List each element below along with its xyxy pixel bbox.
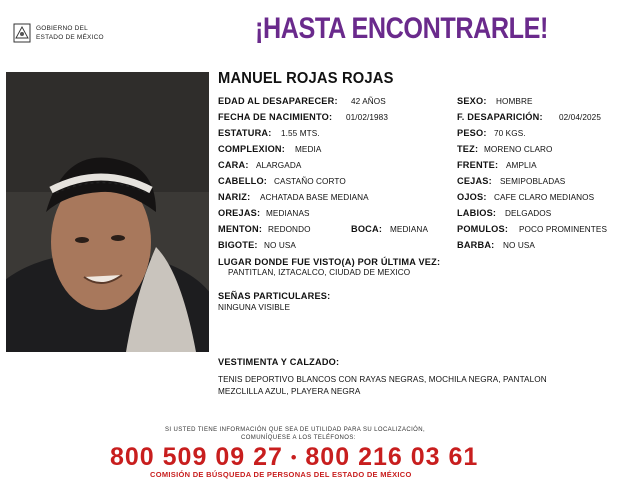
info-line-1: SI USTED TIENE INFORMACIÓN QUE SEA DE UTILIDAD PARA SU LOCALIZACIÓN, [165, 427, 426, 433]
government-logo [12, 20, 112, 48]
complexion-value: MEDIA [295, 145, 322, 154]
tez-value: MORENO CLARO [484, 145, 553, 154]
headline: ¡HASTA ENCONTRARLE! [255, 12, 549, 45]
cara-label: CARA: [218, 160, 249, 170]
bigote-value: NO USA [264, 241, 296, 250]
orejas-label: OREJAS: [218, 208, 261, 218]
commission-name: COMISIÓN DE BÚSQUEDA DE PERSONAS DEL ESTADO DE MÉXICO [150, 470, 412, 479]
menton-value: REDONDO [268, 225, 311, 234]
nariz-value: ACHATADA BASE MEDIANA [260, 193, 369, 202]
cejas-label: CEJAS: [457, 176, 492, 186]
desaparicion-value: 02/04/2025 [559, 113, 601, 122]
portrait-illustration [6, 72, 209, 352]
info-line-2: COMUNÍQUESE A LOS TELÉFONOS: [241, 435, 356, 441]
boca-value: MEDIANA [390, 225, 429, 234]
frente-label: FRENTE: [457, 160, 499, 170]
nacimiento-value: 01/02/1983 [346, 113, 388, 122]
senas-value: NINGUNA VISIBLE [218, 303, 291, 312]
sexo-label: SEXO: [457, 96, 487, 106]
phone-numbers [110, 443, 478, 472]
barba-value: NO USA [503, 241, 535, 250]
menton-label: MENTON: [218, 224, 263, 234]
estatura-value: 1.55 MTS. [281, 129, 320, 138]
cara-value: ALARGADA [256, 161, 302, 170]
pomulos-value: POCO PROMINENTES [519, 225, 608, 234]
nariz-label: NARIZ: [218, 192, 251, 202]
peso-value: 70 KGS. [494, 129, 526, 138]
lugar-label: LUGAR DONDE FUE VISTO(A) POR ÚLTIMA VEZ: [218, 257, 441, 267]
pomulos-label: POMULOS: [457, 224, 509, 234]
labios-label: LABIOS: [457, 208, 497, 218]
bigote-label: BIGOTE: [218, 240, 258, 250]
ojos-label: OJOS: [457, 192, 487, 202]
boca-label: BOCA: [351, 224, 383, 234]
gov-line-2: ESTADO DE MÉXICO [36, 34, 104, 41]
vestimenta-line-1: TENIS DEPORTIVO BLANCOS CON RAYAS NEGRAS, MOCHILA NEGRA, PANTALON [218, 375, 547, 384]
person-name: MANUEL ROJAS ROJAS [218, 70, 394, 87]
labios-value: DELGADOS [505, 209, 552, 218]
lugar-value: PANTITLAN, IZTACALCO, CIUDAD DE MEXICO [228, 268, 411, 277]
peso-label: PESO: [457, 128, 487, 138]
complexion-label: COMPLEXION: [218, 144, 286, 154]
cejas-value: SEMIPOBLADAS [500, 177, 566, 186]
frente-value: AMPLIA [506, 161, 537, 170]
phone-2[interactable]: 800 216 03 61 [305, 443, 479, 471]
orejas-value: MEDIANAS [266, 209, 310, 218]
seal-icon [12, 22, 32, 44]
estatura-label: ESTATURA: [218, 128, 272, 138]
gov-line-1: GOBIERNO DEL [36, 25, 88, 32]
sexo-value: HOMBRE [496, 97, 533, 106]
senas-label: SEÑAS PARTICULARES: [218, 291, 331, 301]
phone-separator: • [290, 449, 298, 467]
tez-label: TEZ: [457, 144, 479, 154]
person-photo [6, 72, 209, 352]
vestimenta-line-2: MEZCLILLA AZUL, PLAYERA NEGRA [218, 387, 361, 396]
nacimiento-label: FECHA DE NACIMIENTO: [218, 112, 333, 122]
cabello-label: CABELLO: [218, 176, 268, 186]
barba-label: BARBA: [457, 240, 495, 250]
ojos-value: CAFE CLARO MEDIANOS [494, 193, 595, 202]
edad-label: EDAD AL DESAPARECER: [218, 96, 338, 106]
cabello-value: CASTAÑO CORTO [274, 177, 346, 186]
desaparicion-label: F. DESAPARICIÓN: [457, 112, 543, 122]
edad-value: 42 AÑOS [351, 97, 386, 106]
vestimenta-label: VESTIMENTA Y CALZADO: [218, 357, 340, 367]
phone-1[interactable]: 800 509 09 27 [110, 443, 283, 471]
